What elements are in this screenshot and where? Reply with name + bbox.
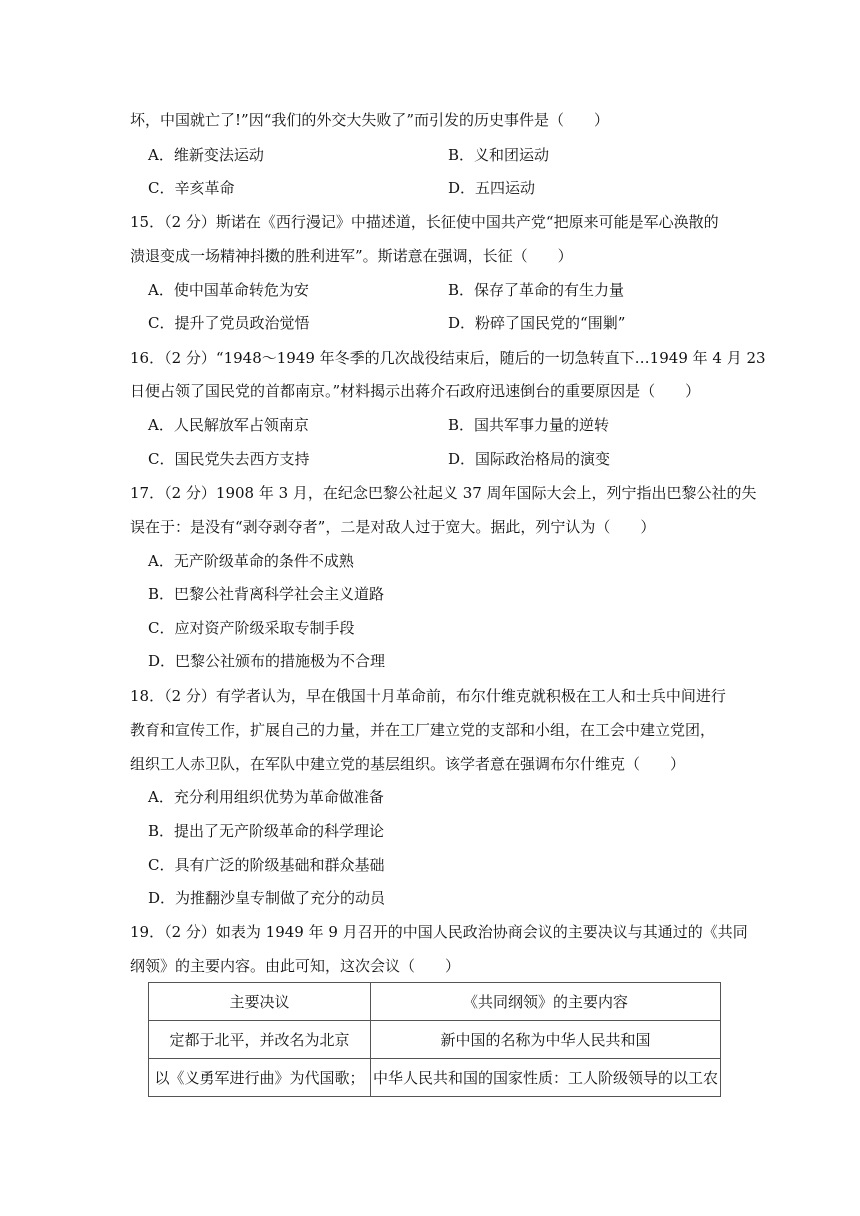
q17-option-a: A．无产阶级革命的条件不成熟	[148, 552, 354, 570]
table-cell: 新中国的名称为中华人民共和国	[370, 1021, 720, 1059]
table-header-cell: 《共同纲领》的主要内容	[370, 983, 720, 1021]
q16-option-b: B．国共军事力量的逆转	[448, 416, 610, 434]
table-header-cell: 主要决议	[149, 983, 371, 1021]
q17-option-c: C．应对资产阶级采取专制手段	[148, 619, 355, 637]
q19-stem-line2: 纲领》的主要内容。由此可知，这次会议（ ）	[130, 957, 461, 975]
q19-stem-line1: 19．（2 分）如表为 1949 年 9 月召开的中国人民政治协商会议的主要决议与其通过的《共同	[130, 923, 748, 941]
q18-option-b: B．提出了无产阶级革命的科学理论	[148, 822, 385, 840]
q15-stem-line1: 15．（2 分）斯诺在《西行漫记》中描述道，长征使中国共产党“把原来可能是军心涣散的	[130, 213, 719, 231]
q18-option-c: C．具有广泛的阶级基础和群众基础	[148, 856, 385, 874]
q14-option-b: B．义和团运动	[448, 146, 550, 164]
q14-option-c: C．辛亥革命	[148, 179, 235, 197]
q18-option-a: A．充分利用组织优势为革命做准备	[148, 788, 384, 806]
q16-option-a: A．人民解放军占领南京	[148, 416, 309, 434]
q18-stem-line1: 18．（2 分）有学者认为，早在俄国十月革命前，布尔什维克就积极在工人和士兵中间进行	[130, 687, 726, 705]
table-cell: 以《义勇军进行曲》为代国歌；	[149, 1059, 371, 1097]
q15-option-a: A．使中国革命转危为安	[148, 281, 309, 299]
q18-stem-line3: 组织工人赤卫队，在军队中建立党的基层组织。该学者意在强调布尔什维克（ ）	[130, 755, 686, 773]
q16-option-c: C．国民党失去西方支持	[148, 450, 310, 468]
q15-option-b: B．保存了革命的有生力量	[448, 281, 625, 299]
q17-stem-line1: 17．（2 分）1908 年 3 月，在纪念巴黎公社起义 37 周年国际大会上，列宁指出巴黎公社的失	[130, 484, 757, 502]
q15-stem-line2: 溃退变成一场精神抖擞的胜利进军”。斯诺意在强调，长征（ ）	[130, 247, 573, 265]
table-cell: 中华人民共和国的国家性质：工人阶级领导的以工农	[370, 1059, 720, 1097]
q19-table	[148, 982, 721, 1097]
q17-stem-line2: 误在于：是没有“剥夺剥夺者”，二是对敌人过于宽大。据此，列宁认为（ ）	[130, 518, 656, 536]
q14-option-d: D．五四运动	[448, 179, 536, 197]
q18-option-d: D．为推翻沙皇专制做了充分的动员	[148, 889, 386, 907]
q14-option-a: A．维新变法运动	[148, 146, 264, 164]
table-cell: 定都于北平，并改名为北京	[149, 1021, 371, 1059]
table-row	[149, 1021, 721, 1059]
q15-option-c: C．提升了党员政治觉悟	[148, 314, 310, 332]
q14-stem-tail: 坏，中国就亡了!”因“我们的外交大失败了”而引发的历史事件是（ ）	[130, 111, 610, 129]
q18-stem-line2: 教育和宣传工作，扩展自己的力量，并在工厂建立党的支部和小组，在工会中建立党团，	[130, 721, 716, 739]
q17-option-b: B．巴黎公社背离科学社会主义道路	[148, 585, 385, 603]
q16-option-d: D．国际政治格局的演变	[448, 450, 611, 468]
table-row	[149, 1059, 721, 1097]
q15-option-d: D．粉碎了国民党的“围剿”	[448, 314, 626, 332]
q16-stem-line2: 日便占领了国民党的首都南京。”材料揭示出蒋介石政府迅速倒台的重要原因是（ ）	[130, 382, 701, 400]
q16-stem-line1: 16．（2 分）“1948～1949 年冬季的几次战役结束后，随后的一切急转直下…1949 年 4 月 23	[130, 349, 766, 367]
q17-option-d: D．巴黎公社颁布的措施极为不合理	[148, 652, 386, 670]
table-header-row	[149, 983, 721, 1021]
